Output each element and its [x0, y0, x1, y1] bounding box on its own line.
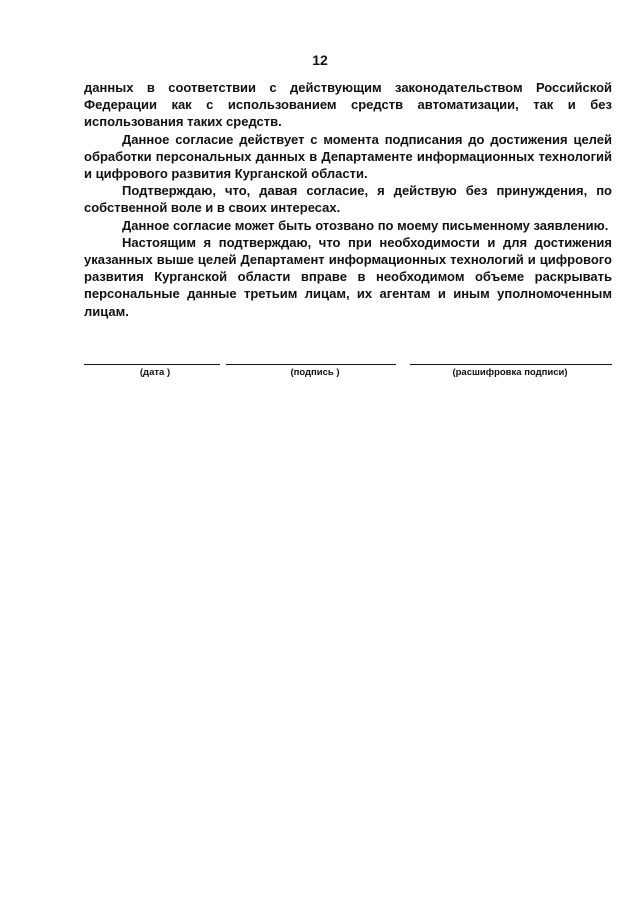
date-line — [84, 364, 220, 365]
paragraph-voluntary-consent: Подтверждаю, что, давая согласие, я действую без принуждения, по собственной воле и в своих интересах. — [84, 183, 612, 216]
paragraph-consent-validity: Данное согласие действует с момента подписания до достижения целей обработки персональных данных в Департаменте информационных технологий и цифрового развития Курганской области. — [84, 131, 612, 182]
signature-decoding-caption: (расшифровка подписи) — [452, 367, 568, 378]
paragraph-disclosure-confirmation: Настоящим я подтверждаю, что при необходимости и для достижения указанных выше целей Департамент информационных технологий и цифрового развития Курганской области вправе в необходимом объеме раскрывать персональные данные третьим лицам, их агентам и иным уполномоченным лицам. — [84, 234, 612, 319]
date-caption: (дата ) — [139, 367, 171, 378]
paragraph-revocation: Данное согласие может быть отозвано по моему письменному заявлению. — [122, 217, 609, 233]
signature-decoding-line — [410, 364, 612, 365]
signature-line — [226, 364, 396, 365]
document-body — [84, 79, 612, 320]
paragraph-continuation: данных в соответствии с действующим законодательством Российской Федерации как с использованием средств автоматизации, так и без использования таких средств. — [84, 80, 612, 130]
page-number: 12 — [312, 52, 328, 68]
signature-caption: (подпись ) — [290, 367, 340, 378]
